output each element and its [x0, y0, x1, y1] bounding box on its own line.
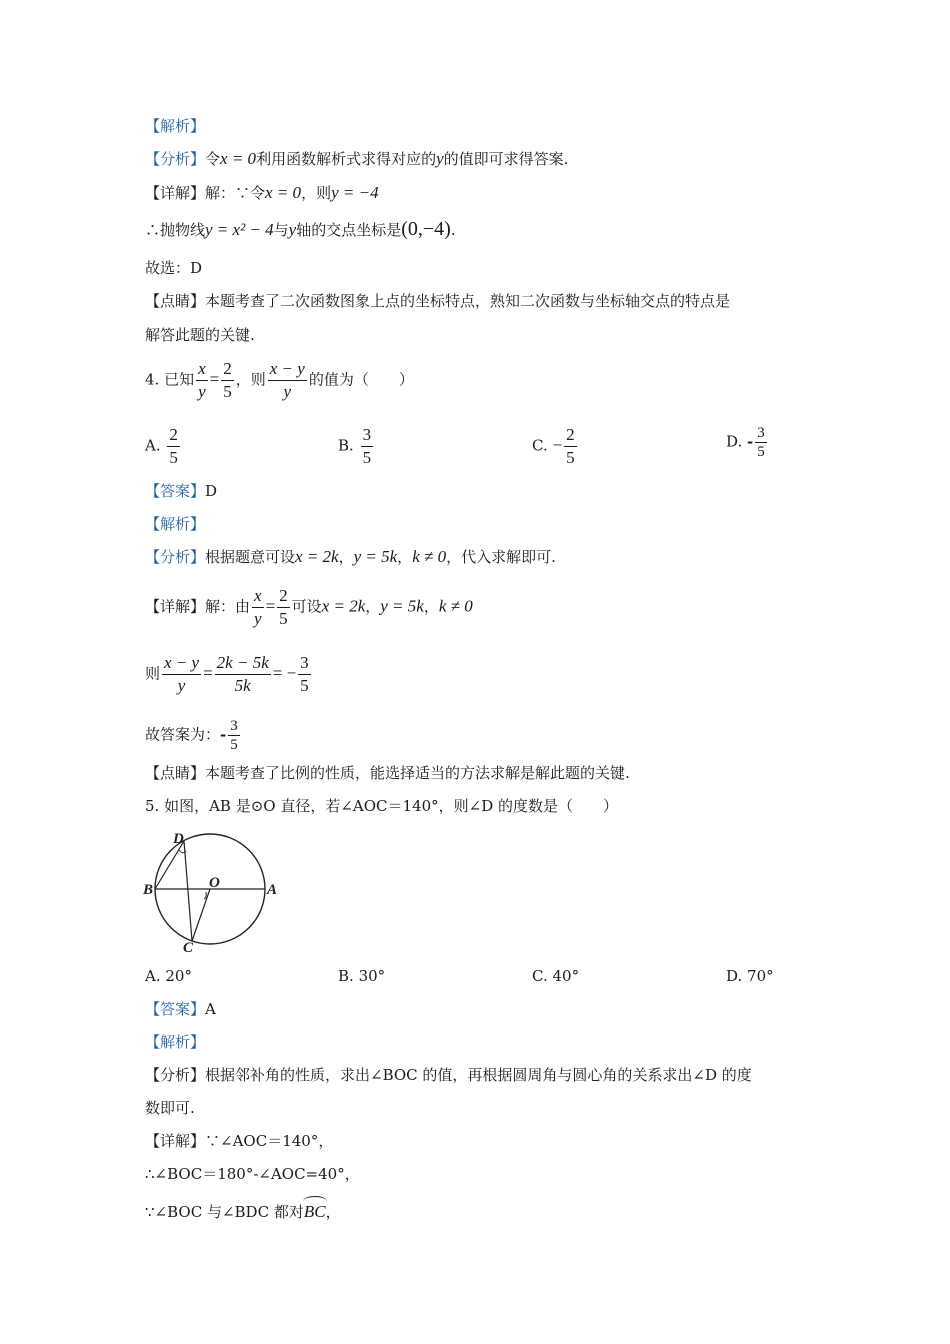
q5-answer-line — [145, 999, 216, 1019]
q3-therefore-text-a: ∴抛物线 — [145, 221, 206, 239]
q4-fraction-target: $\frac{x - y}{y}$ — [269, 359, 305, 401]
q5-step3-line: ∵∠BOC 与∠BDC 都对BC， — [145, 1196, 341, 1222]
q4-option-c: C. − $\frac{2}{5}$ — [532, 425, 575, 467]
q3-therefore-text-c: 轴的交点坐标是 — [296, 221, 402, 239]
radius-oc — [192, 889, 210, 941]
q4-fenxi-line: 【分析】根据题意可设x = 2k，y = 5k，k ≠ 0，代入求解即可. — [145, 547, 556, 566]
q4-answer-line — [145, 481, 217, 501]
q3-fenxi-text-c: 的值即可求得答案. — [443, 150, 569, 168]
q3-xiangjie-tag: 【详解】 — [145, 184, 206, 202]
q5-option-d: D. 70° — [726, 967, 774, 985]
q4-fraction-x-over-y: $\frac{x}{y}$ — [198, 359, 206, 401]
q3-xiangjie-eq2: y = −4 — [331, 183, 379, 202]
q3-fenxi-tag: 【分析】 — [145, 150, 206, 168]
q3-fenxi-eq: x = 0 — [220, 149, 257, 168]
q3-therefore-line — [145, 219, 456, 240]
q4-dianjing-tag: 【点睛】 — [145, 764, 206, 782]
q4-number: 4. — [145, 370, 160, 389]
q3-xiangjie-eq1: x = 0 — [265, 183, 302, 202]
label-c: C — [183, 940, 194, 953]
q5-option-a: A. 20° — [145, 967, 192, 985]
q5-xiangjie-tag: 【详解】 — [145, 1132, 206, 1150]
q5-number: 5. — [145, 797, 160, 815]
q4-eq: = — [209, 369, 220, 389]
q5-stem-text: 如图，AB 是⊙O 直径，若∠AOC＝140°，则∠D 的度数是（ ） — [164, 797, 619, 815]
q4-xiangjie-tag: 【详解】 — [145, 597, 206, 616]
q3-dianjing-text1: 本题考查了二次函数图象上点的坐标特点，熟知二次函数与坐标轴交点的特点是 — [205, 292, 731, 310]
q5-option-b: B. 30° — [338, 967, 386, 985]
q5-stem — [145, 796, 618, 816]
q4-answer-tag: 【答案】 — [145, 482, 206, 500]
angle-boc-arc — [204, 892, 206, 899]
label-b: B — [143, 882, 154, 898]
chord-db — [155, 841, 184, 889]
label-d: D — [173, 831, 184, 847]
q5-fenxi-line1: 【分析】根据邻补角的性质，求出∠BOC 的值，再根据圆周角与圆心角的关系求出∠D 的度 — [145, 1066, 752, 1084]
arc-bc: BC — [304, 1196, 326, 1222]
q5-option-c: C. 40° — [532, 967, 580, 985]
q3-fenxi-line — [145, 149, 568, 169]
q5-fenxi-tag: 【分析】 — [145, 1066, 206, 1084]
q4-xiangjie-line: 【详解】解：由 $\frac{x}{y}$ = $\frac{2}{5}$ 可设x = 2k，y = 5k，k ≠ 0 — [145, 586, 473, 628]
q3-y-axis: y — [288, 220, 297, 239]
q3-fenxi-text-b: 利用函数解析式求得对应的 — [256, 150, 437, 168]
q4-jiexi-tag: 【解析】 — [145, 515, 206, 533]
q4-stem — [145, 358, 414, 403]
q4-stem-text-b: ，则 — [235, 370, 266, 389]
q4-option-a: A. $\frac{2}{5}$ — [145, 425, 178, 467]
q4-option-b: B. $\frac{3}{5}$ — [338, 425, 372, 467]
q3-xiangjie-text-a: 解：∵令 — [205, 184, 266, 202]
q4-solution-line: 则 $\frac{x - y}{y}$ = $\frac{2k - 5k}{5k}$ = − $\frac{3}{5}$ — [145, 653, 309, 695]
q4-final-line: 故答案为：- $\frac{3}{5}$ — [145, 718, 238, 753]
q3-dianjing-tag: 【点睛】 — [145, 292, 206, 310]
q3-answer-line: 故选：D — [145, 259, 203, 277]
q4-fraction-2-5: $\frac{2}{5}$ — [223, 359, 232, 401]
q3-fenxi-y: y — [436, 149, 444, 168]
label-o: O — [209, 875, 220, 891]
q5-step2-line: ∴∠BOC＝180°-∠AOC=40°， — [145, 1165, 360, 1183]
q4-option-d: D. - $\frac{3}{5}$ — [726, 425, 765, 460]
q4-fenxi-tag: 【分析】 — [145, 548, 206, 566]
q3-dianjing-line1 — [145, 291, 730, 311]
label-a: A — [267, 882, 278, 898]
q3-fenxi-text-a: 令 — [205, 150, 221, 168]
q5-xiangjie-line: 【详解】∵∠AOC＝140°， — [145, 1132, 334, 1150]
q3-dianjing-line2: 解答此题的关键. — [145, 326, 255, 344]
q5-circle-figure — [140, 828, 290, 953]
q4-dianjing-line: 【点睛】本题考查了比例的性质，能选择适当的方法求解是解此题的关键. — [145, 764, 630, 782]
q4-stem-text-a: 已知 — [164, 370, 195, 389]
q5-answer-tag: 【答案】 — [145, 1000, 206, 1018]
q5-answer: A — [205, 1000, 216, 1018]
q3-jiexi-tag: 【解析】 — [145, 117, 206, 135]
q3-xiangjie-line — [145, 183, 379, 203]
q5-fenxi-line2: 数即可. — [145, 1099, 195, 1117]
q4-answer: D — [205, 482, 218, 500]
q3-point: (0,−4) — [401, 218, 451, 240]
chord-dc — [184, 841, 192, 941]
q5-jiexi-tag: 【解析】 — [145, 1033, 206, 1051]
q3-xiangjie-text-b: ，则 — [301, 184, 332, 202]
q4-stem-text-c: 的值为（ ） — [308, 370, 414, 389]
q3-therefore-text-b: 与 — [273, 221, 289, 239]
q3-parabola: y = x² − 4 — [205, 220, 274, 239]
q3-therefore-end: . — [450, 221, 456, 239]
